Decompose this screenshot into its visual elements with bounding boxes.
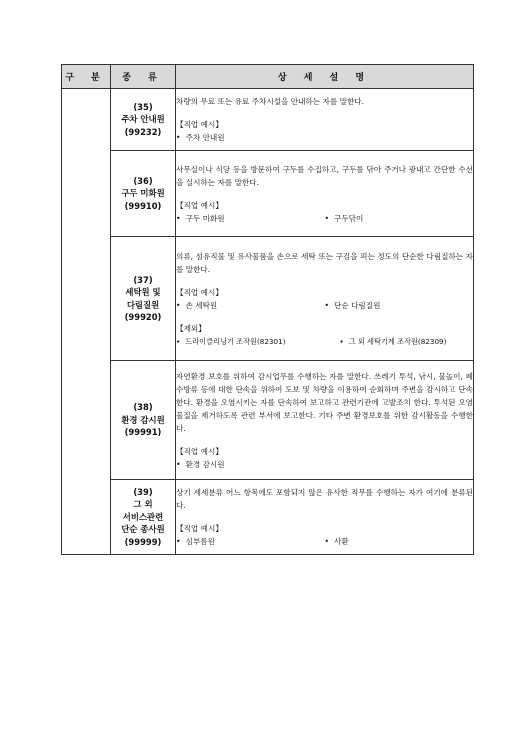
occupation-name-cell [111,89,176,151]
occupation-name: 그 외 [133,499,153,510]
example-item: • 단순 다림질원 [325,299,474,312]
occupation-number: (37) [133,274,153,285]
occupation-name: 세탁원 및 [125,287,161,297]
occupation-number: (35) [133,101,153,112]
example-title: 【직업 예시】 [176,120,223,129]
occupation-number: (36) [133,175,153,186]
header-description: 상 세 설 명 [176,65,474,89]
example-title: 【직업 예시】 [176,287,223,297]
table-row [62,151,474,237]
example-item: • 손 세탁원 [176,299,325,312]
description-cell [176,89,474,151]
occupation-name: 단순 종사원 [121,524,165,535]
description-text: 의류, 섬유직물 및 유사물품을 손으로 세탁 또는 구김을 펴는 정도의 단순한 다림질하는 자를 말한다. [176,251,473,274]
occupation-name-cell [111,237,176,361]
description-text: 사무실이나 식당 등을 방문하여 구두를 수집하고, 구두를 닦아 주거나 광내고 간단한 수선을 실시하는 자를 말한다. [176,164,473,187]
description-text: 자연환경 보호를 위하여 감시업무를 수행하는 자를 말한다. 쓰레기 투석, 낚시, 물놀이, 폐수방류 등에 대한 단속을 위하여 도보 및 차량을 이용하여 순회하며 주변을 감시하고 단속한다. 환경을 오염시키는 자를 단속하여 보고하고 관련기관에 고발조치 한다. 투석된 오염물질을 제거하도록 관련 부서에 보고한다. 기타 주변 환경보호를 위한 감시활동을 수행한다. [176,371,473,433]
occupation-name: 서비스관련 [122,511,164,522]
example-item: • 구두닦이 [325,212,474,225]
occupation-code: (99920) [124,312,162,322]
occupation-code: (99999) [124,536,162,547]
occupation-code: (99910) [124,200,162,211]
header-type: 종 류 [111,65,176,89]
occupation-name-cell [111,361,176,480]
example-item: • 환경 감시원 [176,458,473,471]
description-cell [176,151,474,237]
occupation-name: 다림질원 [126,299,160,310]
classification-table [61,64,474,555]
occupation-name-cell [111,480,176,555]
category-cell [62,89,111,555]
example-title: 【직업 예시】 [176,524,223,533]
table-row [62,89,474,151]
occupation-code: (99232) [124,126,162,137]
occupation-name: 구두 미화원 [121,188,165,199]
description-cell [176,480,474,555]
exclusion-title: 【제외】 [176,323,206,333]
exclusion-item: • 드라이클리닝기 조작원(82301) [176,335,339,348]
example-item: • 사환 [325,535,474,548]
description-text: 차량의 무료 또는 유료 주차시설을 안내하는 자를 말한다. [176,97,365,106]
example-title: 【직업 예시】 [176,200,223,210]
example-item: • 심부름원 [176,535,325,548]
table-header-row [62,65,474,89]
description-cell [176,237,474,361]
occupation-name-cell [111,151,176,237]
header-category: 구 분 [62,65,111,89]
example-item: • 주차 안내원 [176,131,473,144]
table-row [62,361,474,480]
occupation-code: (99991) [124,427,162,438]
example-item: • 구두 미화원 [176,212,325,225]
occupation-name: 주차 안내원 [121,114,165,125]
description-cell [176,361,474,480]
exclusion-item: • 그 외 세탁기계 조작원(82309) [339,335,473,348]
description-text: 상기 세세분류 어느 항목에도 포함되지 않은 유사한 직무를 수행하는 자가 여기에 분류된다. [176,488,473,510]
table-row [62,237,474,361]
occupation-number: (39) [133,486,153,497]
occupation-number: (38) [133,402,153,413]
occupation-name: 환경 감시원 [121,414,165,425]
example-title: 【직업 예시】 [176,446,223,456]
table-row [62,480,474,555]
